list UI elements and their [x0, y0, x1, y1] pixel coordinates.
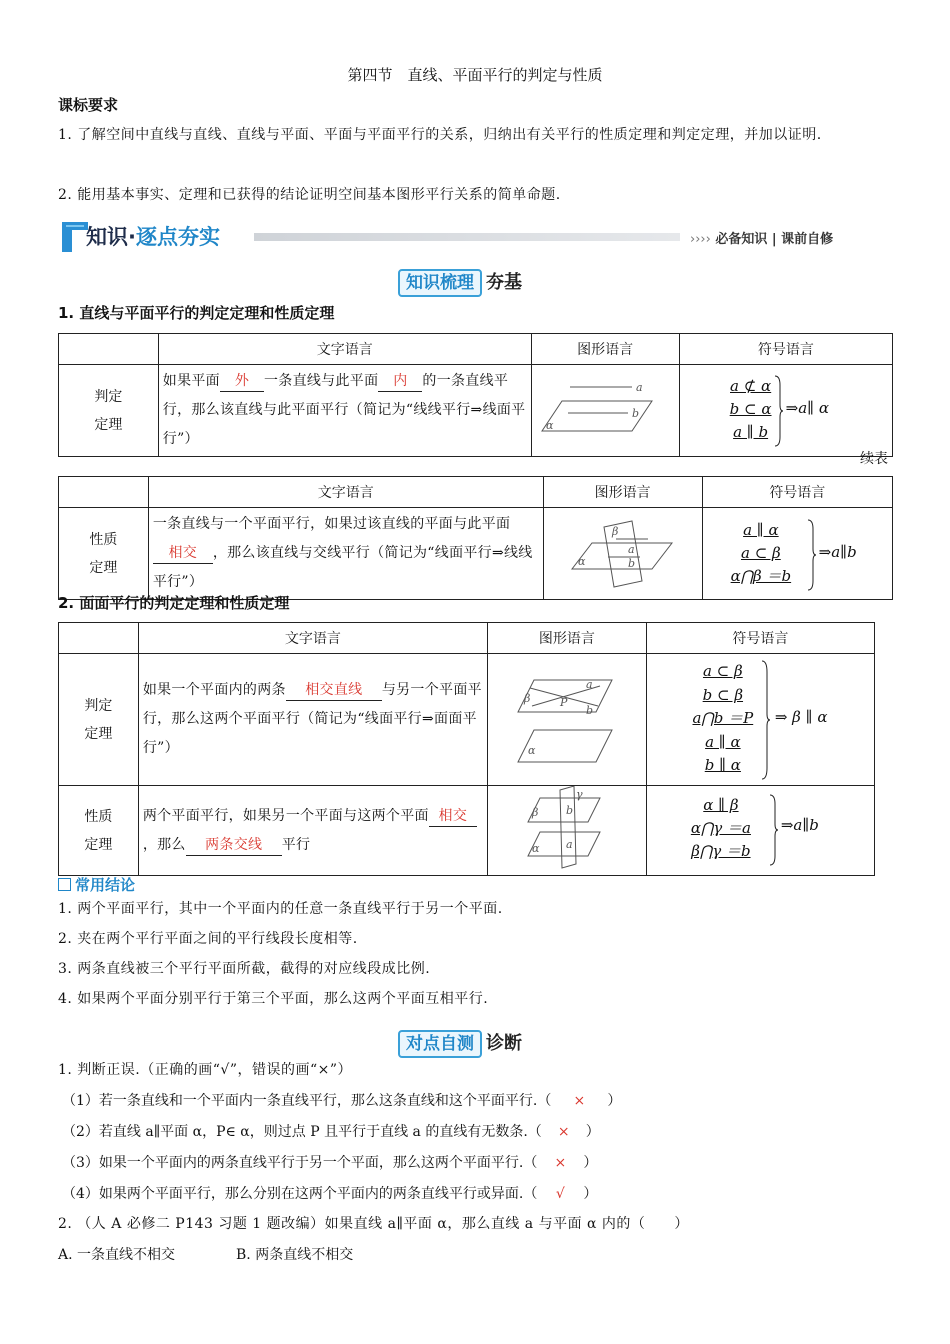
banner-right-a: 必备知识 — [715, 232, 768, 247]
symbol-cell: a ⊂ β b ⊂ β a⋂b ＝P a ∥ α b ∥ α ⇒ β ∥ α — [646, 654, 874, 786]
col-header-text: 文字语言 — [148, 477, 543, 508]
svg-text:a: a — [585, 678, 593, 691]
section-badge-2 — [398, 1029, 522, 1058]
requirement-item-1: 1. 了解空间中直线与直线、直线与平面、平面与平面平行的关系，归纳出有关平行的性质定理和判定定理，并加以证明. — [58, 127, 822, 143]
right-brace-icon — [774, 375, 784, 447]
theorem-text: 如果平面 外 一条直线与此平面 内 的一条直线平行，那么该直线与此平面平行（简记为“线线平行⇒线面平行”） — [158, 365, 531, 457]
svg-text:α: α — [577, 554, 586, 568]
answer-blank: 相交 — [153, 543, 213, 564]
continued-label: 续表 — [860, 451, 888, 467]
q1-item: （4）如果两个平面平行，那么分别在这两个平面内的两条直线平行或异面.（ √ ） — [62, 1179, 892, 1209]
col-header-text: 文字语言 — [158, 334, 531, 365]
conclusion-item: 3. 两条直线被三个平行平面所截，截得的对应线段成比例. — [58, 961, 431, 977]
row-label: 性质定理 — [84, 808, 113, 853]
requirements-heading: 课标要求 — [58, 96, 119, 114]
badge-after: 夯基 — [486, 272, 522, 293]
figure-cell — [543, 508, 702, 600]
fig-label: b — [631, 406, 639, 420]
svg-text:β: β — [611, 524, 618, 538]
answer-blank: 外 — [220, 371, 264, 392]
conclusion-item: 4. 如果两个平面分别平行于第三个平面，那么这两个平面互相平行. — [58, 991, 489, 1007]
col-header-figure: 图形语言 — [531, 334, 679, 365]
svg-text:b: b — [585, 704, 593, 717]
banner-arrows: ›››› — [690, 232, 711, 247]
q2-option-b: B. 两条直线不相交 — [236, 1247, 354, 1263]
col-header-symbol: 符号语言 — [679, 334, 892, 365]
section-banner — [58, 218, 858, 258]
q2-option-a: A. 一条直线不相交 — [58, 1247, 176, 1263]
symbol-result: ⇒ β ∥ α — [774, 708, 828, 726]
svg-text:γ: γ — [575, 788, 583, 801]
table-plane-plane — [58, 622, 875, 876]
svg-text:a: a — [627, 542, 635, 556]
answer-blank: 相交 — [429, 806, 477, 827]
section-badge-1 — [398, 268, 522, 297]
col-header-text: 文字语言 — [138, 623, 487, 654]
svg-text:b: b — [627, 556, 635, 570]
figure-cell — [487, 654, 646, 786]
col-header-symbol: 符号语言 — [646, 623, 874, 654]
three-planes-figure — [488, 786, 646, 871]
answer-blank: 内 — [378, 371, 422, 392]
row-label: 性质定理 — [89, 531, 118, 576]
col-header-symbol: 符号语言 — [702, 477, 892, 508]
q1-item: （1）若一条直线和一个平面内一条直线平行，那么这条直线和这个平面平行.（ × ） — [62, 1086, 892, 1116]
banner-right-b: 课前自修 — [781, 232, 834, 247]
theorem-text: 一条直线与一个平面平行，如果过该直线的平面与此平面相交 ，那么该直线与交线平行（简记为“线面平行⇒线线平行”） — [148, 508, 543, 600]
theorem-text: 如果一个平面内的两条 相交直线 与另一个平面平行，那么这两个平面平行（简记为“线面平行⇒面面平行”） — [138, 654, 487, 786]
col-header-figure: 图形语言 — [543, 477, 702, 508]
part1-heading: 1. 直线与平面平行的判定定理和性质定理 — [58, 304, 335, 322]
answer-mark: × — [557, 1124, 570, 1140]
right-brace-icon — [761, 660, 771, 780]
figure-cell — [531, 365, 679, 457]
answer-mark: × — [554, 1155, 567, 1171]
answer-blank: 两条交线 — [186, 835, 282, 856]
symbol-result: ⇒a∥ α — [785, 398, 830, 417]
symbol-cell: a ∥ α a ⊂ β α⋂β ＝b ⇒a∥b — [702, 508, 892, 600]
plane-line-figure — [532, 369, 679, 449]
col-header-figure: 图形语言 — [487, 623, 646, 654]
table-line-plane-property — [58, 476, 893, 600]
right-brace-icon — [807, 519, 817, 591]
badge-label: 知识梳理 — [398, 269, 482, 297]
fig-label: a — [635, 380, 643, 394]
right-brace-icon — [769, 794, 779, 866]
row-label: 判定定理 — [84, 697, 113, 742]
svg-text:b: b — [565, 804, 573, 817]
svg-text:α: α — [531, 842, 540, 855]
conclusions-heading: 常用结论 — [58, 874, 135, 895]
theorem-text: 两个平面平行，如果另一个平面与这两个平面 相交，那么 两条交线 平行 — [138, 786, 487, 876]
svg-text:α: α — [527, 744, 536, 757]
symbol-result: ⇒a∥b — [780, 816, 819, 834]
row-label: 判定定理 — [94, 388, 123, 433]
fig-label: α — [545, 418, 554, 432]
answer-mark: × — [573, 1093, 586, 1109]
svg-text:a: a — [565, 838, 573, 851]
page-title: 第四节 直线、平面平行的判定与性质 — [347, 66, 603, 84]
symbol-cell: α ∥ β α⋂γ ＝a β⋂γ ＝b ⇒a∥b — [646, 786, 874, 876]
answer-mark: √ — [555, 1186, 565, 1202]
badge-label: 对点自测 — [398, 1030, 482, 1058]
banner-title-a: 知识 — [86, 225, 128, 249]
conclusion-item: 1. 两个平面平行，其中一个平面内的任意一条直线平行于另一个平面. — [58, 901, 503, 917]
banner-title-b: 逐点夯实 — [135, 225, 220, 249]
checkbox-square-icon — [58, 878, 71, 891]
q1-stem: 1. 判断正误.（正确的画“√”，错误的画“×”） — [58, 1062, 353, 1078]
banner-right-sep: | — [771, 232, 777, 247]
parallel-planes-figure — [488, 654, 646, 781]
badge-after: 诊断 — [486, 1033, 522, 1054]
svg-text:P: P — [559, 696, 568, 709]
q1-item: （2）若直线 a∥平面 α，P∈ α，则过点 P 且平行于直线 a 的直线有无数条.（ × ） — [62, 1117, 892, 1147]
banner-dot: · — [128, 225, 136, 249]
symbol-result: ⇒a∥b — [818, 542, 857, 561]
answer-blank: 相交直线 — [286, 680, 382, 701]
svg-text:β: β — [523, 692, 531, 705]
intersecting-planes-figure — [544, 511, 702, 593]
conclusion-item: 2. 夹在两个平行平面之间的平行线段长度相等. — [58, 931, 358, 947]
requirement-item-2: 2. 能用基本事实、定理和已获得的结论证明空间基本图形平行关系的简单命题. — [58, 187, 561, 203]
svg-text:β: β — [531, 806, 539, 819]
banner-bar — [254, 233, 680, 241]
part2-heading: 2. 面面平行的判定定理和性质定理 — [58, 594, 290, 612]
q2-stem: 2. （人 A 必修二 P143 习题 1 题改编）如果直线 a∥平面 α，那么直线 a 与平面 α 内的（ ） — [58, 1216, 689, 1232]
figure-cell — [487, 786, 646, 876]
symbol-cell: a ⊄ α b ⊂ α a ∥ b ⇒a∥ α — [679, 365, 892, 457]
table-line-plane-judge — [58, 333, 893, 457]
q1-item: （3）如果一个平面内的两条直线平行于另一个平面，那么这两个平面平行.（ × ） — [62, 1148, 892, 1178]
